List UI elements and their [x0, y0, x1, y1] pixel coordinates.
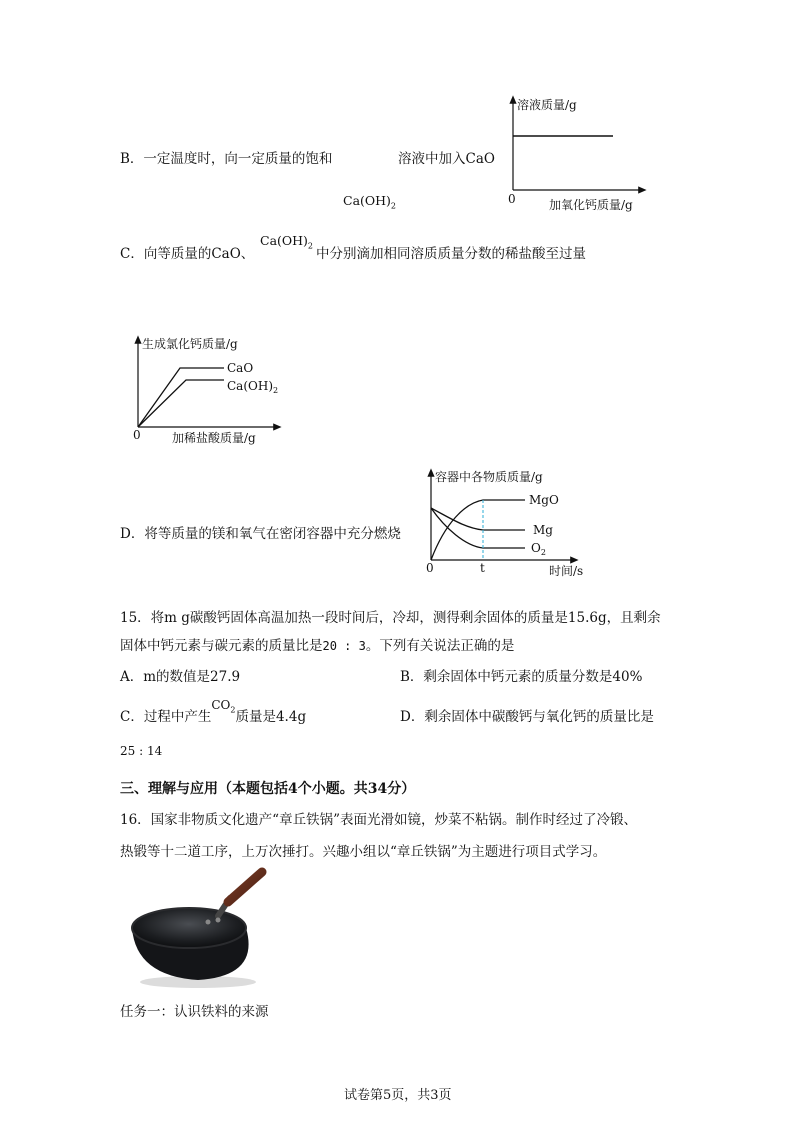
- wok-image: [128, 868, 278, 993]
- section-3-heading: 三、理解与应用（本题包括4个小题。共34分）: [120, 781, 416, 797]
- option-d-graph: [425, 468, 595, 588]
- t-tick-label: t: [480, 561, 485, 575]
- option-c-text-2: 中分别滴加相同溶质质量分数的稀盐酸至过量: [316, 246, 586, 262]
- option-b-formula: $Ca(OH)_2$: [343, 193, 397, 211]
- q15-line-1: 15．将m g碳酸钙固体高温加热一段时间后，冷却，测得剩余固体的质量是15.6g，且剩余: [120, 610, 661, 626]
- x-axis-label: 加稀盐酸质量/g: [172, 431, 256, 445]
- origin-label: 0: [426, 561, 434, 575]
- q15-option-d-ratio: 25 : 14: [120, 744, 163, 758]
- q15-ratio: 20 : 3: [322, 639, 366, 653]
- page-footer: 试卷第5页，共3页: [344, 1088, 452, 1103]
- q15-option-b: B．剩余固体中钙元素的质量分数是40%: [400, 669, 643, 685]
- option-b-text-2: 溶液中加入CaO: [398, 151, 495, 167]
- option-c-text-1: C．向等质量的CaO、: [120, 246, 255, 262]
- series-cao-label: CaO: [227, 361, 254, 375]
- option-b-graph: [505, 95, 665, 215]
- series-o2: [431, 508, 525, 548]
- mg-label: Mg: [533, 523, 553, 537]
- x-axis-label: 加氧化钙质量/g: [549, 198, 633, 212]
- series-mg: [431, 508, 525, 530]
- origin-label: 0: [508, 192, 516, 206]
- series-caoh2-label: $Ca(OH)_2$: [227, 379, 279, 395]
- mgo-label: MgO: [529, 493, 559, 507]
- q15-line-2: 固体中钙元素与碳元素的质量比是20 : 3。下列有关说法正确的是: [120, 638, 515, 654]
- q15-option-a: A．m的数值是27.9: [120, 669, 241, 685]
- origin-label: 0: [133, 428, 141, 442]
- q15-option-d: D．剩余固体中碳酸钙与氧化钙的质量比是: [400, 709, 654, 725]
- q16-line-2: 热锻等十二道工序，上万次捶打。兴趣小组以“章丘铁锅”为主题进行项目式学习。: [120, 844, 607, 860]
- q15-option-c: C．过程中产生$CO_2$质量是4.4g: [120, 698, 307, 725]
- option-b-text-1: B．一定温度时，向一定质量的饱和: [120, 151, 333, 167]
- option-c-formula: $Ca(OH)_2$: [260, 233, 314, 251]
- q16-task-1: 任务一：认识铁料的来源: [120, 1004, 269, 1020]
- o2-label: $O_2$: [531, 541, 546, 557]
- option-d-text: D．将等质量的镁和氧气在密闭容器中充分燃烧: [120, 526, 401, 542]
- x-axis-label: 时间/s: [549, 564, 584, 578]
- y-axis-label: 容器中各物质质量/g: [435, 470, 543, 484]
- series-cao: [138, 368, 224, 427]
- series-caoh2: [138, 380, 224, 427]
- y-axis-label: 生成氯化钙质量/g: [142, 337, 238, 351]
- y-axis-label: 溶液质量/g: [517, 98, 577, 112]
- option-c-graph: [130, 335, 290, 455]
- q16-line-1: 16．国家非物质文化遗产“章丘铁锅”表面光滑如镜，炒菜不粘锅。制作时经过了冷锻、: [120, 812, 637, 828]
